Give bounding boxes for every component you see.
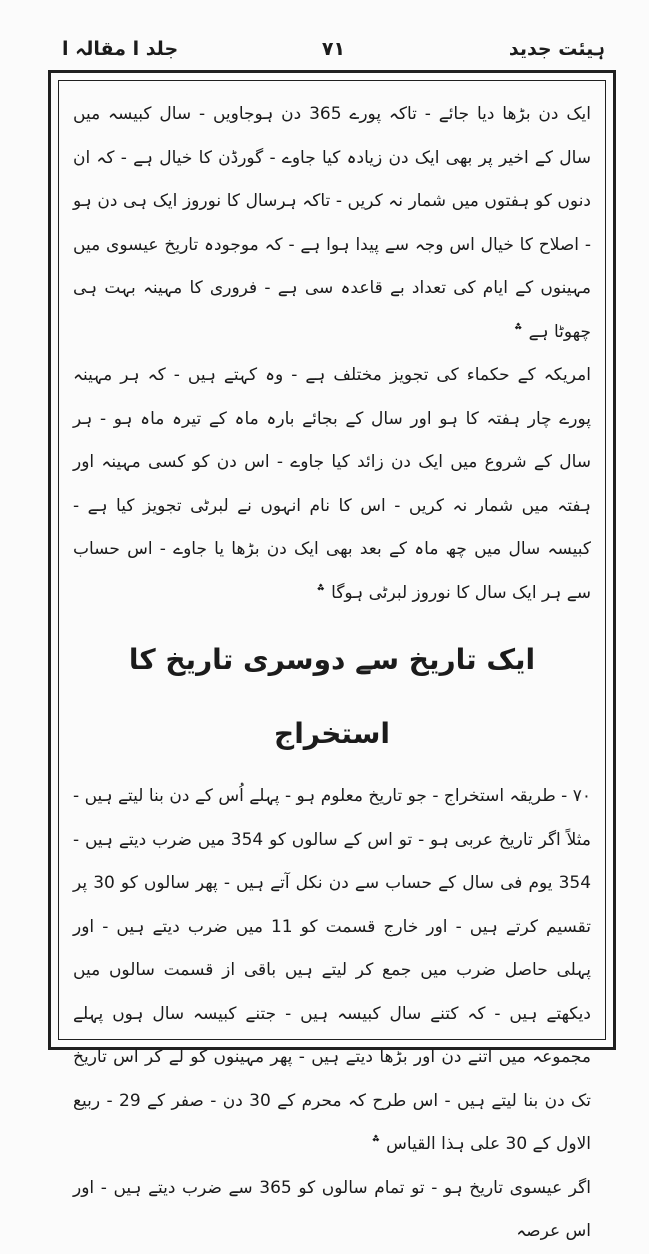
paragraph-christian-date: اگر عیسوی تاریخ ہو - تو تمام سالوں کو 365 سے ضرب دیتے ہیں - اور اس عرصہ <box>73 1177 591 1241</box>
section-heading: ایک تاریخ سے دوسری تاریخ کا استخراج <box>128 643 536 750</box>
book-title: ہیئت جدید <box>508 38 605 60</box>
page-border-frame <box>48 70 616 1241</box>
paragraph-calendar-reform: ایک دن بڑھا دیا جائے - تاکہ پورے 365 دن ہوجاویں - سال کبیسہ میں سال کے اخیر پر بھی ایک دن زیادہ کیا جاوے - گورڈن کا خیال ہے - کہ ان دنوں کو ہفتوں میں شمار نہ کریں - تاکہ ہرسال کا نوروز ایک ہی دن ہو - اصلاح کا خیال اس وجہ سے پیدا ہوا ہے - کہ موجودہ تاریخ عیسوی میں مہینوں کے ایام کی تعداد بے قاعدہ سی ہے - فروری کا مہینہ بہت ہی چھوٹا ہے ؞ <box>73 104 592 342</box>
page-body-text <box>73 93 591 1254</box>
paragraph-american-proposal: امریکہ کے حکماء کی تجویز مختلف ہے - وہ کہتے ہیں - کہ ہر مہینہ پورے چار ہفتہ کا ہو اور سال کے بجائے بارہ ماہ کے تیرہ ماہ ہو - ہر سال کے شروع میں ایک دن زائد کیا جاوے - اس دن کو کسی مہینہ اور ہفتہ میں شمار نہ کریں - اس کا نام انہوں نے لبرٹی تجویز کیا ہے - کبیسہ سال میں چھ ماہ کے بعد بھی ایک دن بڑھا یا جاوے - اس حساب سے ہر ایک سال کا نوروز لبرٹی ہوگا ؞ <box>73 365 591 603</box>
page-number: ۷۱ <box>321 38 346 60</box>
page-header <box>62 30 605 70</box>
volume-section-label: جلد ا مقالہ ا <box>62 38 179 60</box>
paragraph-extraction-method: ۷۰ - طریقہ استخراج - جو تاریخ معلوم ہو - پہلے اُس کے دن بنا لیتے ہیں - مثلاً اگر تاریخ عربی ہو - تو اس کے سالوں کو 354 میں ضرب دیتے ہیں - 354 یوم فی سال کے حساب سے دن نکل آتے ہیں - پھر سالوں کو 30 پر تقسیم کرتے ہیں - اور خارج قسمت کو 11 میں ضرب دیتے ہیں - اور پہلی حاصل ضرب میں جمع کر لیتے ہیں باقی از قسمت سالوں میں دیکھتے ہیں - کہ کتنے سال کبیسہ ہیں - جتنے کبیسہ سال ہوں پہلے مجموعہ میں اتنے دن اور بڑھا دیتے ہیں - پھر مہینوں کو لے کر اس تاریخ تک دن بنا لیتے ہیں - اس طرح کہ محرم کے 30 دن - صفر کے 29 - ربیع الاول کے 30 علی ہذا القیاس ؞ <box>73 786 592 1154</box>
